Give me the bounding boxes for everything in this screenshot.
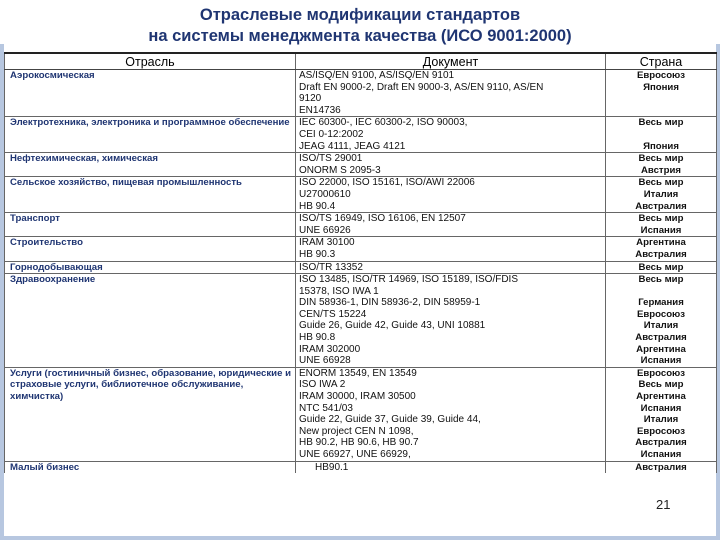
table-row (5, 367, 717, 461)
table-row (5, 213, 717, 237)
country-line: Япония (643, 140, 679, 152)
table-body (5, 70, 717, 474)
country-cell (606, 274, 717, 368)
country-line: Италия (643, 320, 679, 332)
document-line: ENORM 13549, EN 13549 (299, 367, 417, 379)
country-line: Австралия (635, 461, 687, 473)
country-line: Испания (640, 224, 682, 236)
document-line: IEC 60300-, IEC 60300-2, ISO 90003, (299, 117, 468, 129)
document-line: NTC 541/03 (299, 402, 353, 414)
country-line: Испания (640, 355, 682, 367)
document-line: EN14736 (299, 104, 341, 116)
country-cell (606, 117, 717, 153)
slide-title (0, 0, 720, 46)
title-line-1: Отраслевые модификации стандартов (199, 6, 521, 24)
country-cell (606, 213, 717, 237)
document-line: ISO/TR 13352 (299, 261, 363, 273)
country-line: Весь мир (638, 213, 684, 225)
document-cell (296, 261, 606, 274)
document-line: Guide 22, Guide 37, Guide 39, Guide 44, (299, 414, 481, 426)
document-line: Guide 26, Guide 42, Guide 43, UNI 10881 (299, 320, 486, 332)
country-line: Весь мир (638, 274, 684, 286)
country-line: Весь мир (638, 261, 684, 273)
document-cell (296, 117, 606, 153)
table-row (5, 70, 717, 117)
document-line: 9120 (299, 93, 322, 105)
document-line: IRAM 30000, IRAM 30500 (299, 391, 416, 403)
table-row (5, 177, 717, 213)
document-cell (296, 237, 606, 261)
country-cell (606, 177, 717, 213)
header-document: Документ (296, 53, 606, 70)
document-line: ISO IWA 2 (299, 379, 346, 391)
document-line: CEI 0-12:2002 (299, 128, 364, 140)
country-cell (606, 237, 717, 261)
country-line: Австралия (635, 437, 687, 449)
country-line: Евросоюз (636, 367, 686, 379)
document-line: DIN 58936-1, DIN 58936-2, DIN 58959-1 (299, 297, 481, 309)
country-cell (606, 461, 717, 473)
country-cell (606, 367, 717, 461)
document-line: UNE 66928 (299, 355, 351, 367)
document-line: HB 90.8 (299, 332, 336, 344)
industry-cell: Горнодобывающая (5, 261, 296, 274)
document-line: IRAM 302000 (299, 343, 361, 355)
industry-cell: Услуги (гостиничный бизнес, образование, юридические и страховые услуги, библиотечное обслуживание, химчистка) (5, 367, 296, 461)
document-line: 15378, ISO IWA 1 (299, 285, 379, 297)
country-line: Италия (643, 414, 679, 426)
country-line: Весь мир (638, 117, 684, 129)
header-country: Страна (606, 53, 717, 70)
document-cell (296, 177, 606, 213)
table-row (5, 261, 717, 274)
industry-cell: Здравоохранение (5, 274, 296, 368)
country-gap (609, 286, 713, 298)
document-cell (296, 274, 606, 368)
country-line: Весь мир (638, 153, 684, 165)
document-line: IRAM 30100 (299, 237, 355, 249)
country-line: Евросоюз (636, 425, 686, 437)
industry-cell: Малый бизнес (5, 461, 296, 473)
country-line: Япония (643, 81, 679, 93)
document-line: ISO 13485, ISO/TR 14969, ISO 15189, ISO/FDIS (299, 274, 518, 286)
document-line: ISO/TS 16949, ISO 16106, EN 12507 (299, 213, 466, 225)
industry-cell: Аэрокосмическая (5, 70, 296, 117)
document-line: New project CEN N 1098, (299, 425, 414, 437)
document-line: HB 90.4 (299, 200, 336, 212)
country-line: Аргентина (636, 391, 686, 403)
document-line: ISO/TS 29001 (299, 153, 363, 165)
title-line-2: на системы менеджмента качества (ИСО 9001:2000) (148, 27, 572, 45)
country-line: Весь мир (638, 379, 684, 391)
country-gap (609, 129, 713, 141)
document-line: ISO 22000, ISO 15161, ISO/AWI 22006 (299, 177, 475, 189)
document-cell (296, 153, 606, 177)
country-line: Весь мир (638, 177, 684, 189)
table-header-row (5, 53, 717, 70)
table-row (5, 461, 717, 473)
country-line: Германия (638, 297, 684, 309)
industry-cell: Электротехника, электроника и программное обеспечение (5, 117, 296, 153)
document-cell (296, 70, 606, 117)
country-line: Австралия (635, 332, 687, 344)
country-cell (606, 70, 717, 117)
document-line: UNE 66926 (299, 224, 351, 236)
industry-cell: Сельское хозяйство, пищевая промышленность (5, 177, 296, 213)
country-line: Евросоюз (636, 308, 686, 320)
table-row (5, 153, 717, 177)
document-cell (296, 461, 606, 473)
document-line: UNE 66927, UNE 66929, (299, 449, 411, 460)
country-line: Италия (643, 188, 679, 200)
country-line: Аргентина (636, 343, 686, 355)
industry-cell: Нефтехимическая, химическая (5, 153, 296, 177)
standards-table (4, 52, 717, 473)
country-line: Аргентина (636, 237, 686, 249)
header-industry: Отрасль (5, 53, 296, 70)
country-line: Евросоюз (636, 70, 686, 81)
document-line: U27000610 (299, 188, 351, 200)
table-row (5, 274, 717, 368)
country-line: Австрия (641, 164, 681, 176)
country-line: Испания (640, 402, 682, 414)
page-number: 21 (656, 497, 671, 512)
table-row (5, 237, 717, 261)
document-cell (296, 367, 606, 461)
document-line: JEAG 4111, JEAG 4121 (299, 140, 406, 152)
document-line: Draft EN 9000-2, Draft EN 9000-3, AS/EN 9110, AS/EN (299, 81, 544, 93)
document-line: HB 90.2, HB 90.6, HB 90.7 (299, 437, 419, 449)
document-line: ONORM S 2095-3 (299, 164, 381, 176)
country-cell (606, 153, 717, 177)
document-cell (296, 213, 606, 237)
document-line: AS/ISQ/EN 9100, AS/ISQ/EN 9101 (299, 70, 455, 81)
document-line: CEN/TS 15224 (299, 308, 367, 320)
country-line: Австралия (635, 248, 687, 260)
document-line: HB 90.3 (299, 248, 336, 260)
document-line: HB90.1 (315, 461, 349, 473)
country-cell (606, 261, 717, 274)
country-line: Австралия (635, 200, 687, 212)
industry-cell: Строительство (5, 237, 296, 261)
table-row (5, 117, 717, 153)
industry-cell: Транспорт (5, 213, 296, 237)
bottom-border-band (0, 536, 720, 540)
country-line: Испания (640, 449, 682, 460)
